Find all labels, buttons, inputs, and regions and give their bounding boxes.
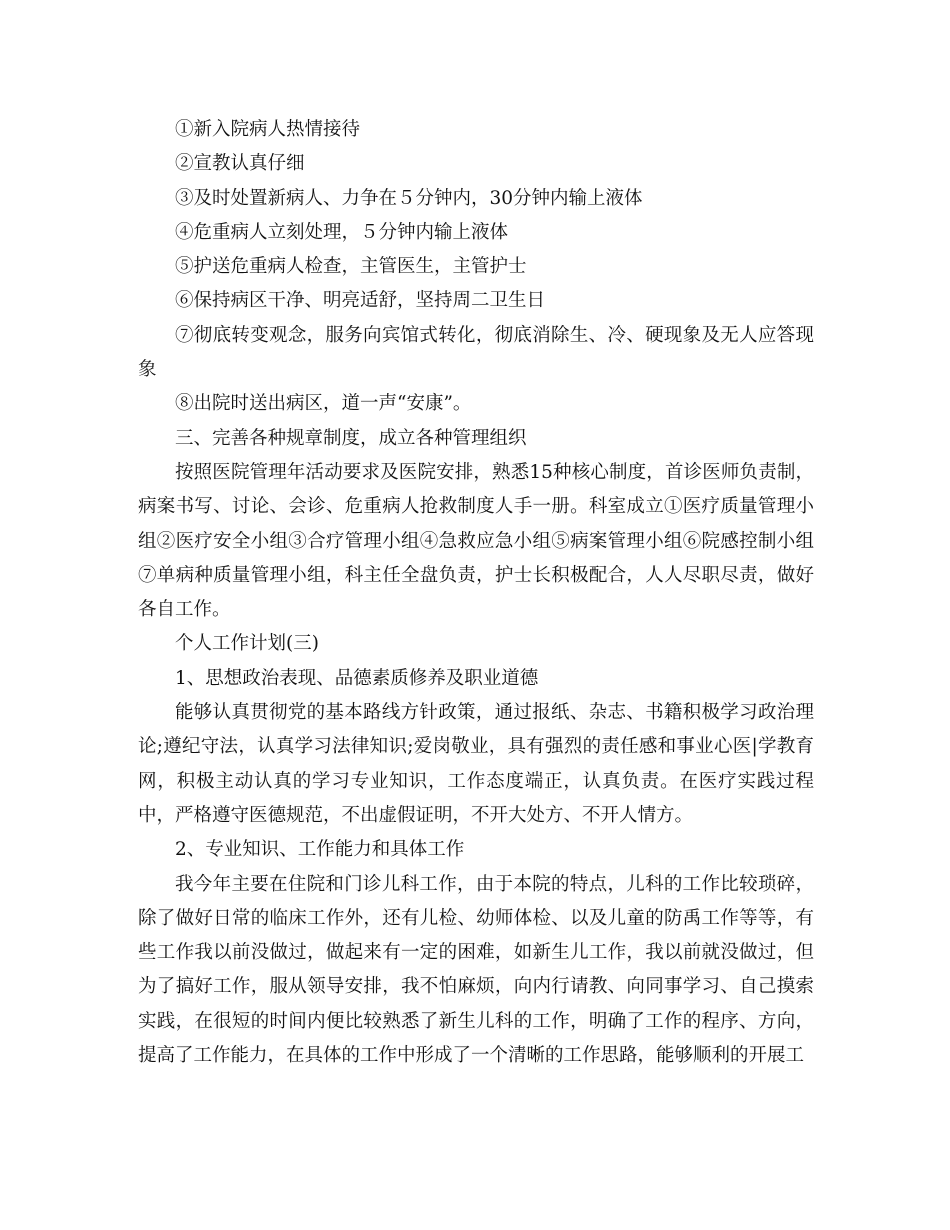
document-body (138, 113, 814, 1073)
section-title-plan-3: 个人工作计划(三) (175, 633, 319, 655)
body-paragraph-management: 按照医院管理年活动要求及医院安排，熟悉15种核心制度，首诊医师负责制，病案书写、讨论、会诊、危重病人抢救制度人手一册。科室成立①医疗质量管理小组②医疗安全小组③合疗管理小组④急救应急小组⑤病案管理小组⑥院感控制小组⑦单病种质量管理小组，科主任全盘负责，护士长积极配合，人人尽职尽责，做好各自工作。 (138, 461, 814, 621)
list-item-7: ⑦彻底转变观念，服务向宾馆式转化，彻底消除生、冷、硬现象及无人应答现象 (138, 324, 814, 381)
list-item-8: ⑧出院时送出病区，道一声“安康”。 (175, 393, 472, 415)
list-item-4: ④危重病人立刻处理，５分钟内输上液体 (175, 221, 509, 243)
list-item-6: ⑥保持病区干净、明亮适舒，坚持周二卫生日 (175, 290, 546, 312)
list-item-2: ②宣教认真仔细 (175, 153, 305, 175)
subheading-2: 2、专业知识、工作能力和具体工作 (175, 839, 465, 861)
list-item-1: ①新入院病人热情接待 (175, 119, 361, 140)
subheading-1: 1、思想政治表现、品德素质修养及职业道德 (175, 667, 539, 689)
section-heading-3: 三、完善各种规章制度，成立各种管理组织 (175, 427, 527, 449)
list-item-5: ⑤护送危重病人检查，主管医生，主管护士 (175, 256, 527, 278)
list-item-3: ③及时处置新病人、力争在５分钟内，30分钟内输上液体 (175, 187, 643, 209)
body-paragraph-work: 我今年主要在住院和门诊儿科工作，由于本院的特点，儿科的工作比较琐碎，除了做好日常的临床工作外，还有儿检、幼师体检、以及儿童的防禹工作等等，有些工作我以前没做过，做起来有一定的困难，如新生儿工作，我以前就没做过，但为了搞好工作，服从领导安排，我不怕麻烦，向内行请教、向同事学习、自己摸索实践，在很短的时间内便比较熟悉了新生儿科的工作，明确了工作的程序、方向，提高了工作能力，在具体的工作中形成了一个清晰的工作思路，能够顺利的开展工 (138, 873, 814, 1067)
body-paragraph-ethics: 能够认真贯彻党的基本路线方针政策，通过报纸、杂志、书籍积极学习政治理论;遵纪守法，认真学习法律知识;爱岗敬业，具有强烈的责任感和事业心医|学教育网，积极主动认真的学习专业知识，工作态度端正，认真负责。在医疗实践过程中，严格遵守医德规范，不出虚假证明，不开大处方、不开人情方。 (138, 702, 814, 826)
